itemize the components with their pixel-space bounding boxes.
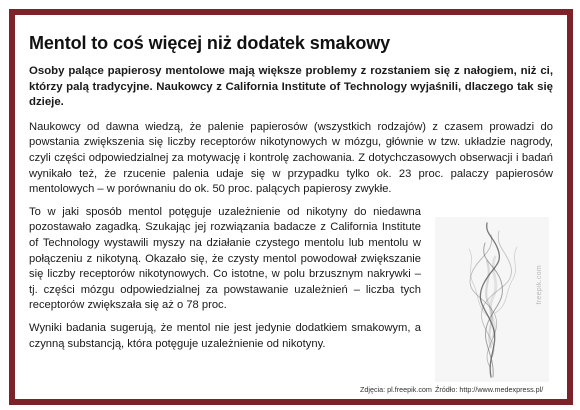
source-credit: Źródło: http://www.medexpress.pl/ [435, 385, 544, 394]
photo-watermark: freepik.com [536, 264, 543, 305]
article-title: Mentol to coś więcej niż dodatek smakowy [29, 33, 391, 53]
article-content [29, 33, 553, 388]
smoke-icon [435, 217, 549, 382]
article-paragraph-2: To w jaki sposób mentol potęguje uzależnienie od nikotyny do niedawna pozostawało zagadką. Szukając jej rozwiązania badacze z California Institute of Technology wystawili myszy na działanie czystego mentolu lub mentolu w połączeniu z nikotyną. Okazało się, że czysty mentol powodował zwiększanie się liczby receptorów nikotynowych. Co istotne, w polu brzusznym nakrywki – tj. części mózgu odpowiedzialnej za powstawanie uzależnień – liczba tych receptorów zwiększała się aż o 78 proc. [29, 205, 421, 312]
article-frame [9, 9, 573, 405]
photo-credit: Zdjęcia: pl.freepik.com [360, 385, 432, 394]
smoke-photo [435, 217, 549, 382]
article-paragraph-3: Wyniki badania sugerują, że mentol nie jest jedynie dodatkiem smakowym, a czynną substancją, która potęguje uzależnienie od nikotyny. [29, 321, 421, 350]
article-paragraph-1: Naukowcy od dawna wiedzą, że palenie papierosów (wszystkich rodzajów) z czasem prowadzi do powstania zwiększenia się liczby receptorów nikotynowych w mózgu, głównie w tzw. układzie nagrody, czyli części odpowiedzialnej za motywację i kontrolę zachowania. Z dotychczasowych obserwacji i badań wynikało też, że rzucenie palenia udaje się w przypadku tylko ok. 23 proc. palaczy papierosów mentolowych – w porównaniu do ok. 50 proc. palących papierosy zwykłe. [29, 120, 553, 196]
article-lead: Osoby palące papierosy mentolowe mają większe problemy z rozstaniem się z nałogiem, niż ci, którzy palą tradycyjne. Naukowcy z California Institute of Technology wyjaśnili, dlaczego tak się dzieje. [29, 65, 553, 109]
